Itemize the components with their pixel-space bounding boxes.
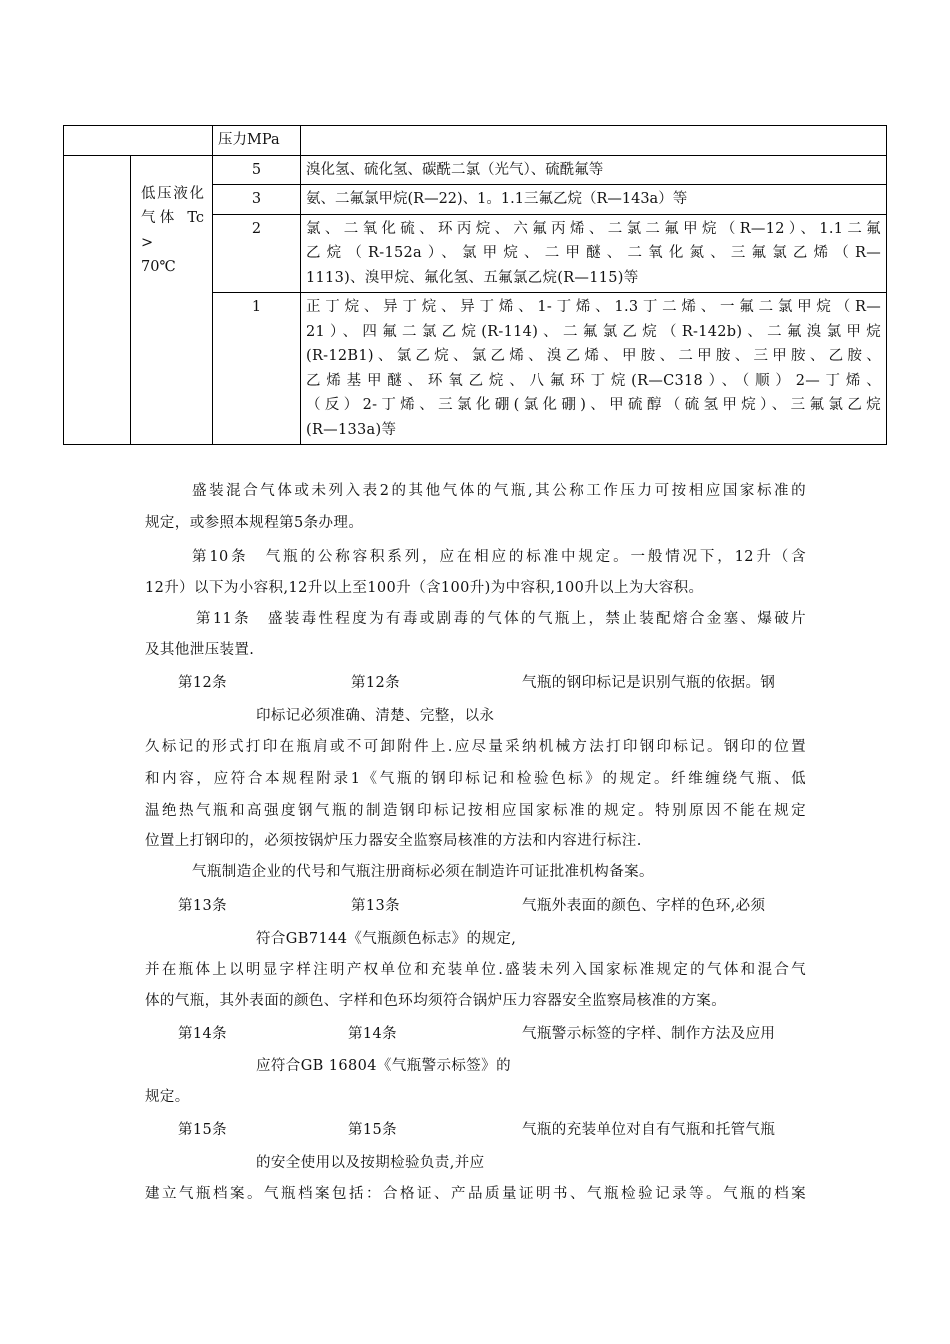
article-15-line: 建立气瓶档案。气瓶档案包括：合格证、产品质量证明书、气瓶检验记录等。气瓶的档案 — [145, 1186, 806, 1202]
article-10-line: 12升）以下为小容积,12升以上至100升（含100升)为中容积,100升以上为大容积。 — [145, 580, 704, 596]
article-15-line: 气瓶的充装单位对自有气瓶和托管气瓶 — [522, 1122, 776, 1138]
article-11-line: 及其他泄压装置. — [145, 642, 255, 658]
article-13-line: 体的气瓶，其外表面的颜色、字样和色环均须符合锅炉压力容器安全监察局核准的方案。 — [145, 993, 727, 1009]
header-pressure: 压力MPa — [213, 126, 301, 156]
pressure-value: 3 — [213, 185, 301, 215]
pressure-value: 5 — [213, 155, 301, 185]
article-12-line: 印标记必须准确、清楚、完整，以永 — [256, 708, 495, 724]
category-line: 70℃ — [141, 259, 176, 275]
gas-list-line: 1113)、溴甲烷、氟化氢、五氟氯乙烷(R—115)等 — [306, 269, 639, 286]
table-row — [64, 155, 887, 185]
article-12-line: 温绝热气瓶和高强度钢气瓶的制造钢印标记按相应国家标准的规定。特别原因不能在规定 — [145, 803, 806, 819]
gas-category-cell — [131, 155, 213, 445]
gas-list-line: 正丁烷、异丁烷、异丁烯、1-丁烯、1.3丁二烯、一氟二氯甲烷（R— — [306, 299, 881, 315]
article-14-label: 第14条 — [348, 1026, 398, 1042]
category-line: 低压液化 — [141, 185, 204, 202]
header-cell-blank — [64, 126, 213, 156]
article-14-line: 规定。 — [145, 1089, 190, 1105]
article-12-label: 第12条 — [178, 675, 228, 691]
article-14-label: 第14条 — [178, 1026, 228, 1042]
article-14-line: 气瓶警示标签的字样、制作方法及应用 — [522, 1026, 776, 1042]
article-12-line: 位置上打钢印的，必须按锅炉压力器安全监察局核准的方法和内容进行标注. — [145, 833, 642, 849]
gas-list-cell — [301, 214, 887, 293]
article-13-line: 并在瓶体上以明显字样注明产权单位和充装单位.盛装未列入国家标准规定的气体和混合气 — [145, 962, 806, 978]
article-10-line: 第10条 气瓶的公称容积系列，应在相应的标准中规定。一般情况下，12升（含 — [192, 549, 806, 565]
article-15-line: 的安全使用以及按期检验负责,并应 — [256, 1155, 485, 1171]
gas-list-cell — [301, 155, 887, 185]
article-12-line: 气瓶的钢印标记是识别气瓶的依据。钢 — [522, 675, 776, 691]
header-cell-blank-2 — [301, 126, 887, 156]
article-13-line: 符合GB7144《气瓶颜色标志》的规定, — [256, 931, 517, 947]
article-15-label: 第15条 — [178, 1122, 228, 1138]
paragraph-line: 规定，或参照本规程第5条办理。 — [145, 515, 364, 531]
gas-list-line: 乙烷（R-152a）、氯甲烷、二甲醚、二氧化氮、三氟氯乙烯（R— — [306, 245, 881, 261]
gas-list-line: （反）2-丁烯、三氯化硼(氯化硼)、甲硫醇（硫氢甲烷）、三氟氯乙烷 — [306, 397, 881, 413]
article-12-label: 第12条 — [351, 675, 401, 691]
gas-pressure-table — [63, 125, 887, 445]
table-header-row — [64, 126, 887, 156]
gas-list-line: 氨、二氟氯甲烷(R—22)、1。1.1三氟乙烷（R—143a）等 — [306, 191, 688, 207]
article-13-line: 气瓶外表面的颜色、字样的色环,必须 — [522, 898, 766, 914]
paragraph-line: 盛装混合气体或未列入表2的其他气体的气瓶,其公称工作压力可按相应国家标准的 — [192, 483, 806, 499]
gas-list-cell — [301, 185, 887, 215]
gas-list-line: 氯、二氧化硫、环丙烷、六氟丙烯、二氯二氟甲烷（R—12）、1.1二氟 — [306, 220, 881, 237]
article-11-line: 第11条 盛装毒性程度为有毒或剧毒的气体的气瓶上，禁止装配熔合金塞、爆破片 — [196, 611, 806, 627]
article-12-line: 久标记的形式打印在瓶肩或不可卸附件上.应尽量采纳机械方法打印钢印标记。钢印的位置 — [145, 739, 806, 755]
gas-list-line: 乙烯基甲醚、环氧乙烷、八氟环丁烷(R—C318）、（顺）2—丁烯、 — [306, 372, 881, 389]
gas-list-line: (R-12B1)、氯乙烷、氯乙烯、溴乙烯、甲胺、二甲胺、三甲胺、乙胺、 — [306, 348, 881, 364]
article-14-line: 应符合GB 16804《气瓶警示标签》的 — [256, 1058, 511, 1074]
gas-list-cell — [301, 293, 887, 445]
pressure-value: 1 — [213, 293, 301, 445]
category-line: 气体 Tc > — [141, 210, 204, 251]
article-12-line: 气瓶制造企业的代号和气瓶注册商标必须在制造许可证批准机构备案。 — [192, 864, 654, 880]
gas-list-line: 21）、四氟二氯乙烷(R-114)、二氟氯乙烷（R-142b)、二氟溴氯甲烷 — [306, 323, 881, 340]
gas-list-line: (R—133a)等 — [306, 421, 397, 438]
group-cell-empty — [64, 155, 131, 445]
article-15-label: 第15条 — [348, 1122, 398, 1138]
pressure-value: 2 — [213, 214, 301, 293]
article-12-line: 和内容，应符合本规程附录1《气瓶的钢印标记和检验色标》的规定。纤维缠绕气瓶、低 — [145, 771, 806, 787]
gas-list-line: 溴化氢、硫化氢、碳酰二氯（光气）、硫酰氟等 — [306, 161, 604, 178]
article-13-label: 第13条 — [351, 898, 401, 914]
article-13-label: 第13条 — [178, 898, 228, 914]
